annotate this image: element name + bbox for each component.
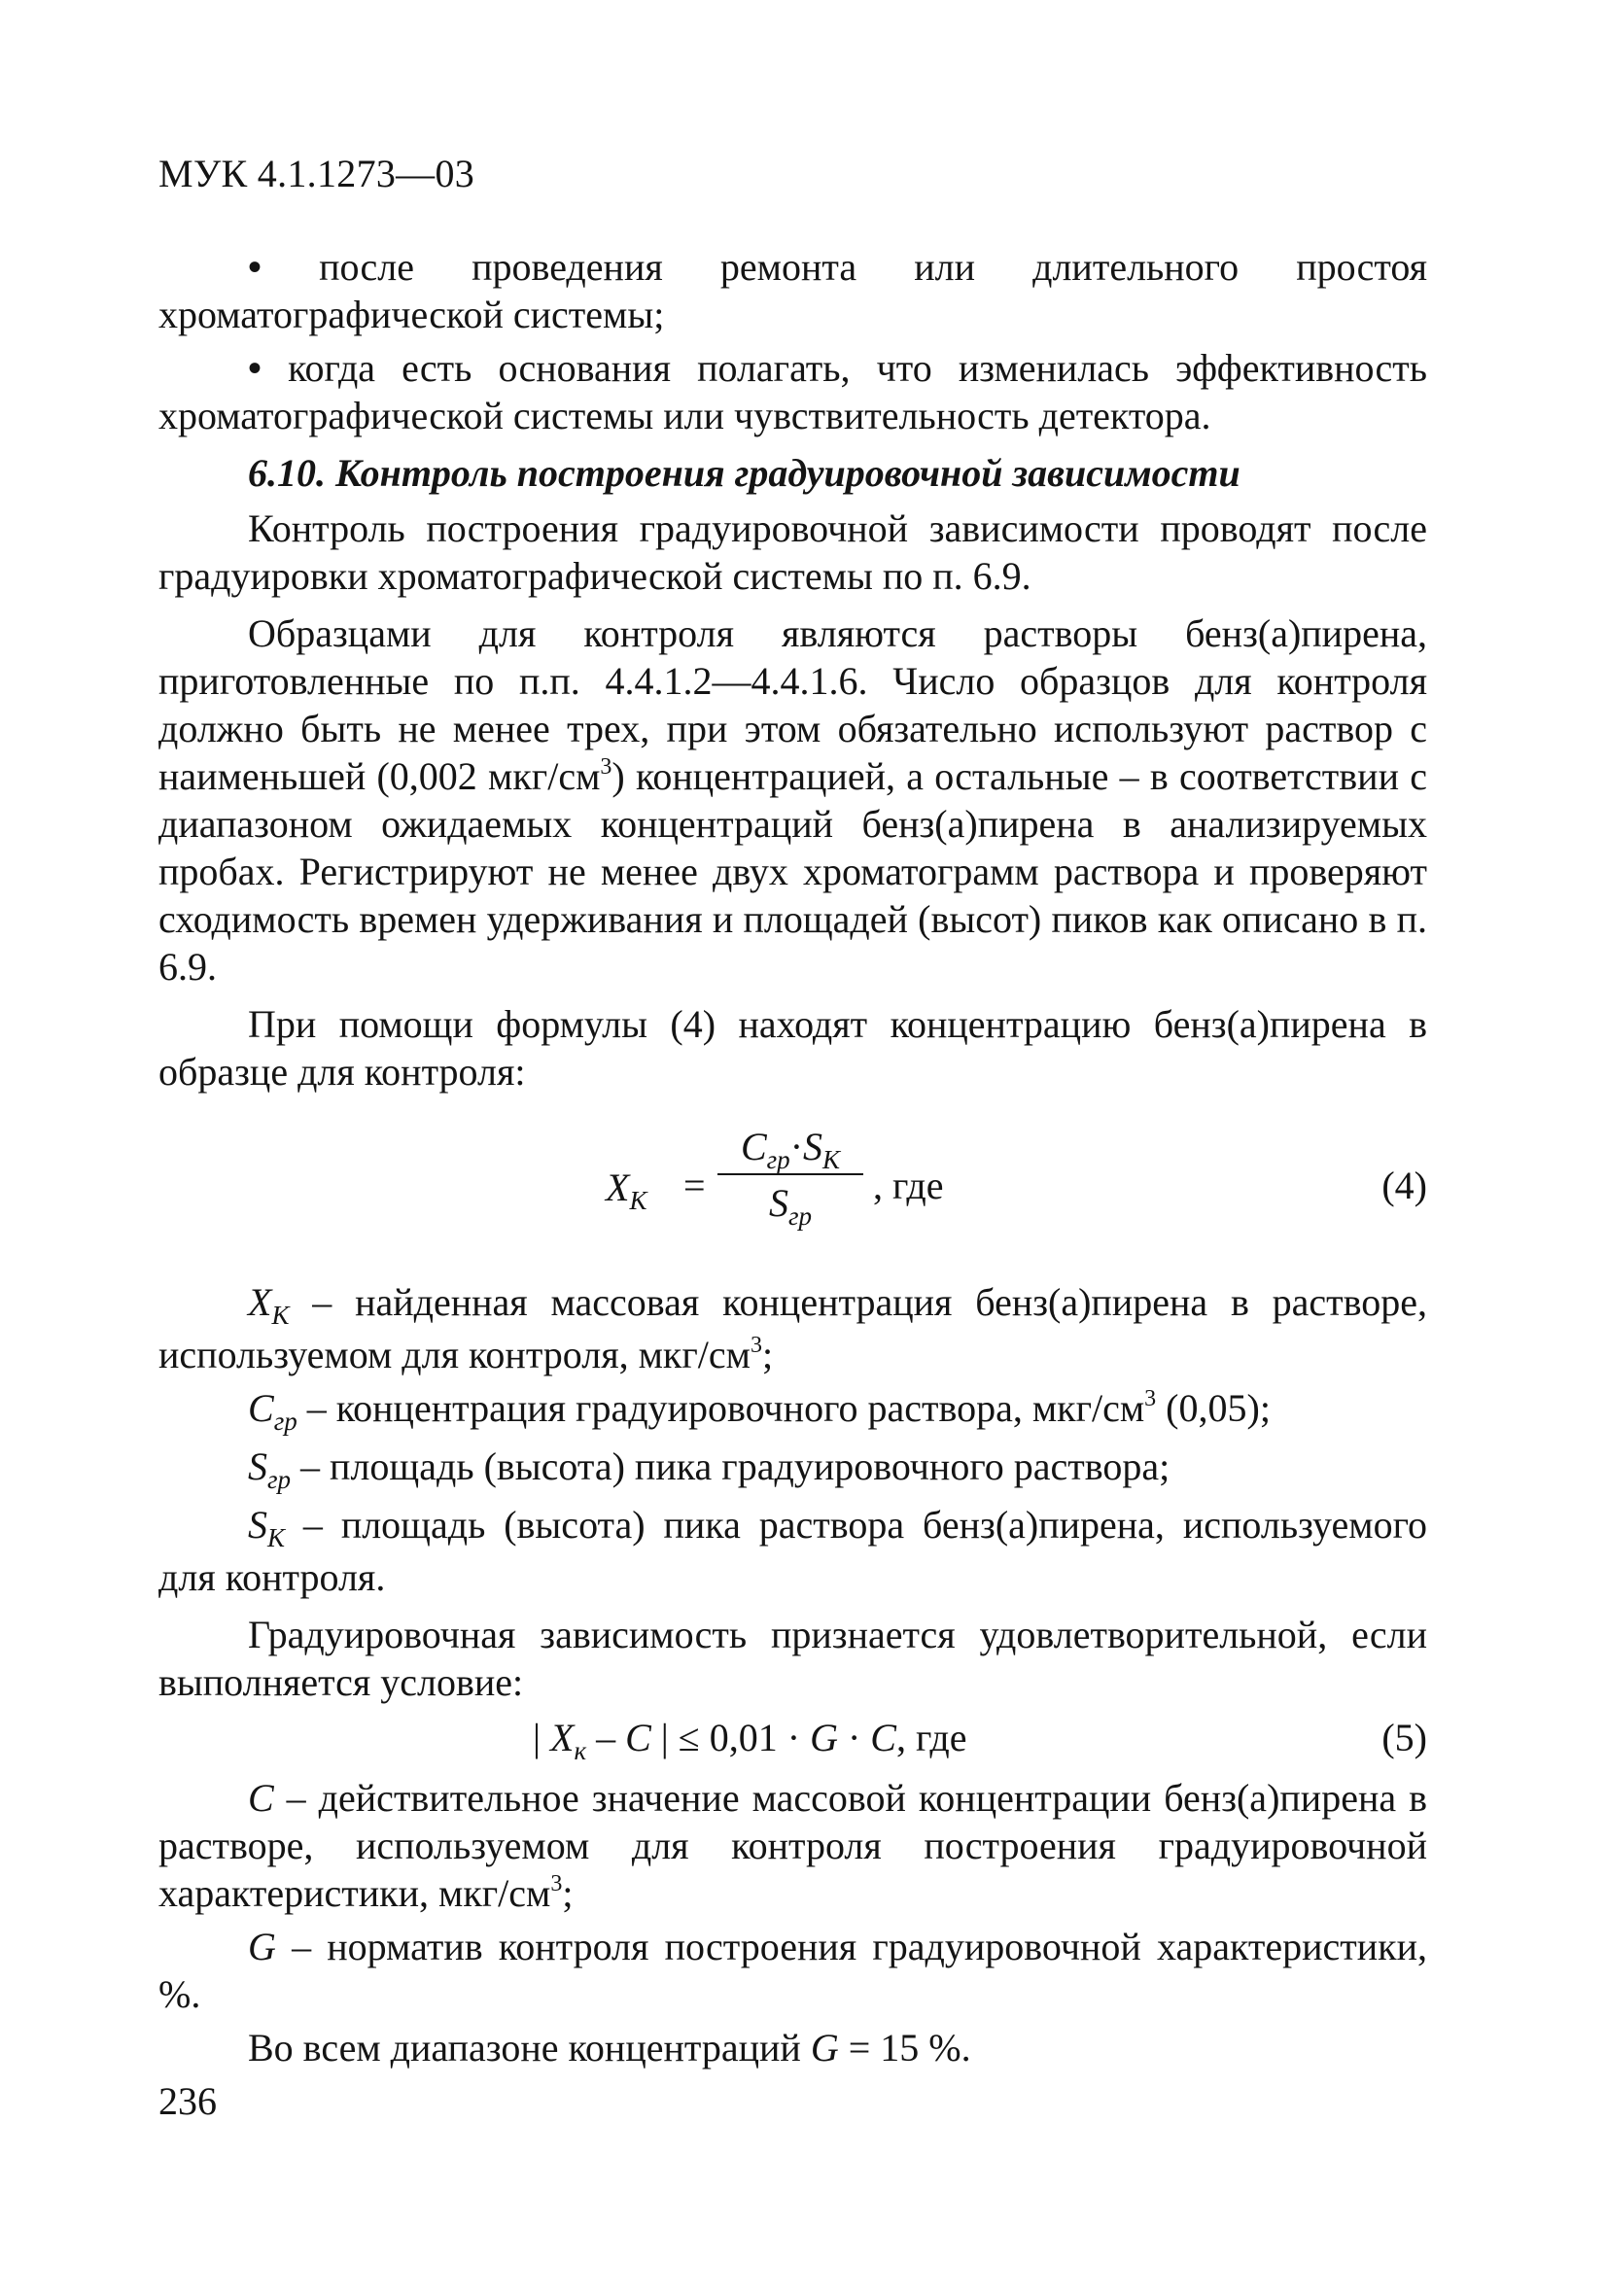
text-run: ) концентрацией, а остальные – в соответствии с диапазоном ожидаемых концентраций бенз(а)пирена в анализируемых пробах. Регистрируют не менее двух хроматограмм раствора и проверяют сходимость времен удерживания и площадей (высот) пиков как описано в п. 6.9. (158, 754, 1427, 989)
text-run: – площадь (высота) пика градуировочного раствора; (291, 1444, 1170, 1488)
symbol: C (248, 1386, 274, 1430)
paragraph: При помощи формулы (4) находят концентрацию бенз(а)пирена в образце для контроля: (158, 1002, 1427, 1094)
paragraph (158, 609, 1427, 991)
formula-number: (5) (1381, 1716, 1427, 1759)
symbol: X (550, 1716, 575, 1759)
text-run: – найденная массовая концентрация бенз(а)пирена в растворе, используемом для контроля, мкг/см (158, 1280, 1427, 1376)
superscript: 3 (600, 754, 612, 780)
symbol: S (248, 1503, 267, 1547)
subscript: гр (273, 1407, 297, 1436)
text-run: | (533, 1716, 551, 1759)
bullet-item: • когда есть основания полагать, что изменилась эффективность хроматографической системы или чувствительность детектора. (158, 344, 1427, 439)
denominator (717, 1179, 863, 1232)
formula-4 (158, 1123, 1427, 1259)
text-run: Образцами для контроля являются растворы бенз(а)пирена, приготовленные по п.п. 4.4.1.2—4.4.1.6. Число образцов для контроля должно быть не менее трех, при этом обязательно используют раствор с наименьшей (0,002 мкг/см (158, 611, 1427, 798)
definition-xk (158, 1278, 1427, 1378)
numerator (717, 1123, 863, 1174)
equals-sign: = (683, 1164, 706, 1207)
page-number: 236 (158, 2079, 217, 2123)
formula-number: (4) (1381, 1164, 1427, 1207)
subscript: гр (267, 1465, 292, 1494)
section-heading: 6.10. Контроль построения градуировочной зависимости (248, 451, 1240, 495)
symbol: X (248, 1280, 272, 1324)
subscript: K (629, 1186, 647, 1215)
text-run: Во всем диапазоне концентраций (248, 2026, 811, 2070)
bullet-item: • после проведения ремонта или длительного простоя хроматографической системы; (158, 243, 1427, 338)
document-code: МУК 4.1.1273—03 (158, 152, 475, 195)
text-run: – действительное значение массовой концентрации бенз(а)пирена в растворе, используемом для контроля построения градуировочной характеристики, мкг/см (158, 1776, 1427, 1915)
formula-lhs (606, 1164, 646, 1216)
symbol: C (740, 1125, 767, 1168)
text-run: ; (761, 1333, 774, 1376)
symbol: X (606, 1165, 630, 1209)
subscript: гр (766, 1145, 790, 1174)
paragraph: Контроль построения градуировочной зависимости проводят после градуировки хроматографической системы по п. 6.9. (158, 506, 1427, 598)
dot-operator: · (789, 1125, 804, 1168)
symbol: C (248, 1776, 274, 1820)
symbol: S (768, 1181, 788, 1225)
text-run: = 15 %. (838, 2026, 971, 2070)
symbol: S (248, 1444, 267, 1488)
formula-where: , где (873, 1164, 944, 1207)
paragraph: Градуировочная зависимость признается удовлетворительной, если выполняется условие: (158, 1613, 1427, 1704)
subscript: K (267, 1523, 286, 1552)
superscript: 3 (750, 1333, 762, 1358)
formula-where: , где (895, 1716, 967, 1759)
symbol: C (625, 1716, 651, 1759)
symbol: G (248, 1925, 276, 1968)
dot-operator: · (837, 1716, 871, 1759)
subscript: K (271, 1301, 290, 1330)
definition-sgr (158, 1443, 1427, 1495)
formula-expression (533, 1714, 967, 1766)
text-run: – площадь (высота) пика раствора бенз(а)пирена, используемого для контроля. (158, 1503, 1427, 1599)
symbol: G (810, 1716, 838, 1759)
subscript: к (574, 1736, 587, 1765)
symbol: S (803, 1125, 823, 1168)
definition-g (158, 1923, 1427, 2018)
subscript: гр (787, 1201, 813, 1231)
range-statement (158, 2024, 1427, 2071)
symbol: C (870, 1716, 896, 1759)
symbol: G (810, 2026, 839, 2070)
fraction-bar (717, 1173, 863, 1175)
definition-sk (158, 1501, 1427, 1601)
text-run: | ≤ 0,01 · (650, 1716, 811, 1759)
text-run: ; (562, 1871, 574, 1915)
formula-5 (158, 1710, 1427, 1766)
text-run: (0,05); (1156, 1386, 1271, 1430)
subscript: K (822, 1145, 841, 1174)
superscript: 3 (1144, 1386, 1157, 1411)
superscript: 3 (550, 1871, 563, 1896)
text-run: – норматив контроля построения градуировочной характеристики, %. (158, 1925, 1427, 2016)
definition-cgr (158, 1384, 1427, 1437)
text-run: – (586, 1716, 626, 1759)
definition-c (158, 1774, 1427, 1917)
page-body (158, 243, 1427, 2071)
fraction (717, 1123, 863, 1232)
text-run: – концентрация градуировочного раствора, мкг/см (297, 1386, 1145, 1430)
